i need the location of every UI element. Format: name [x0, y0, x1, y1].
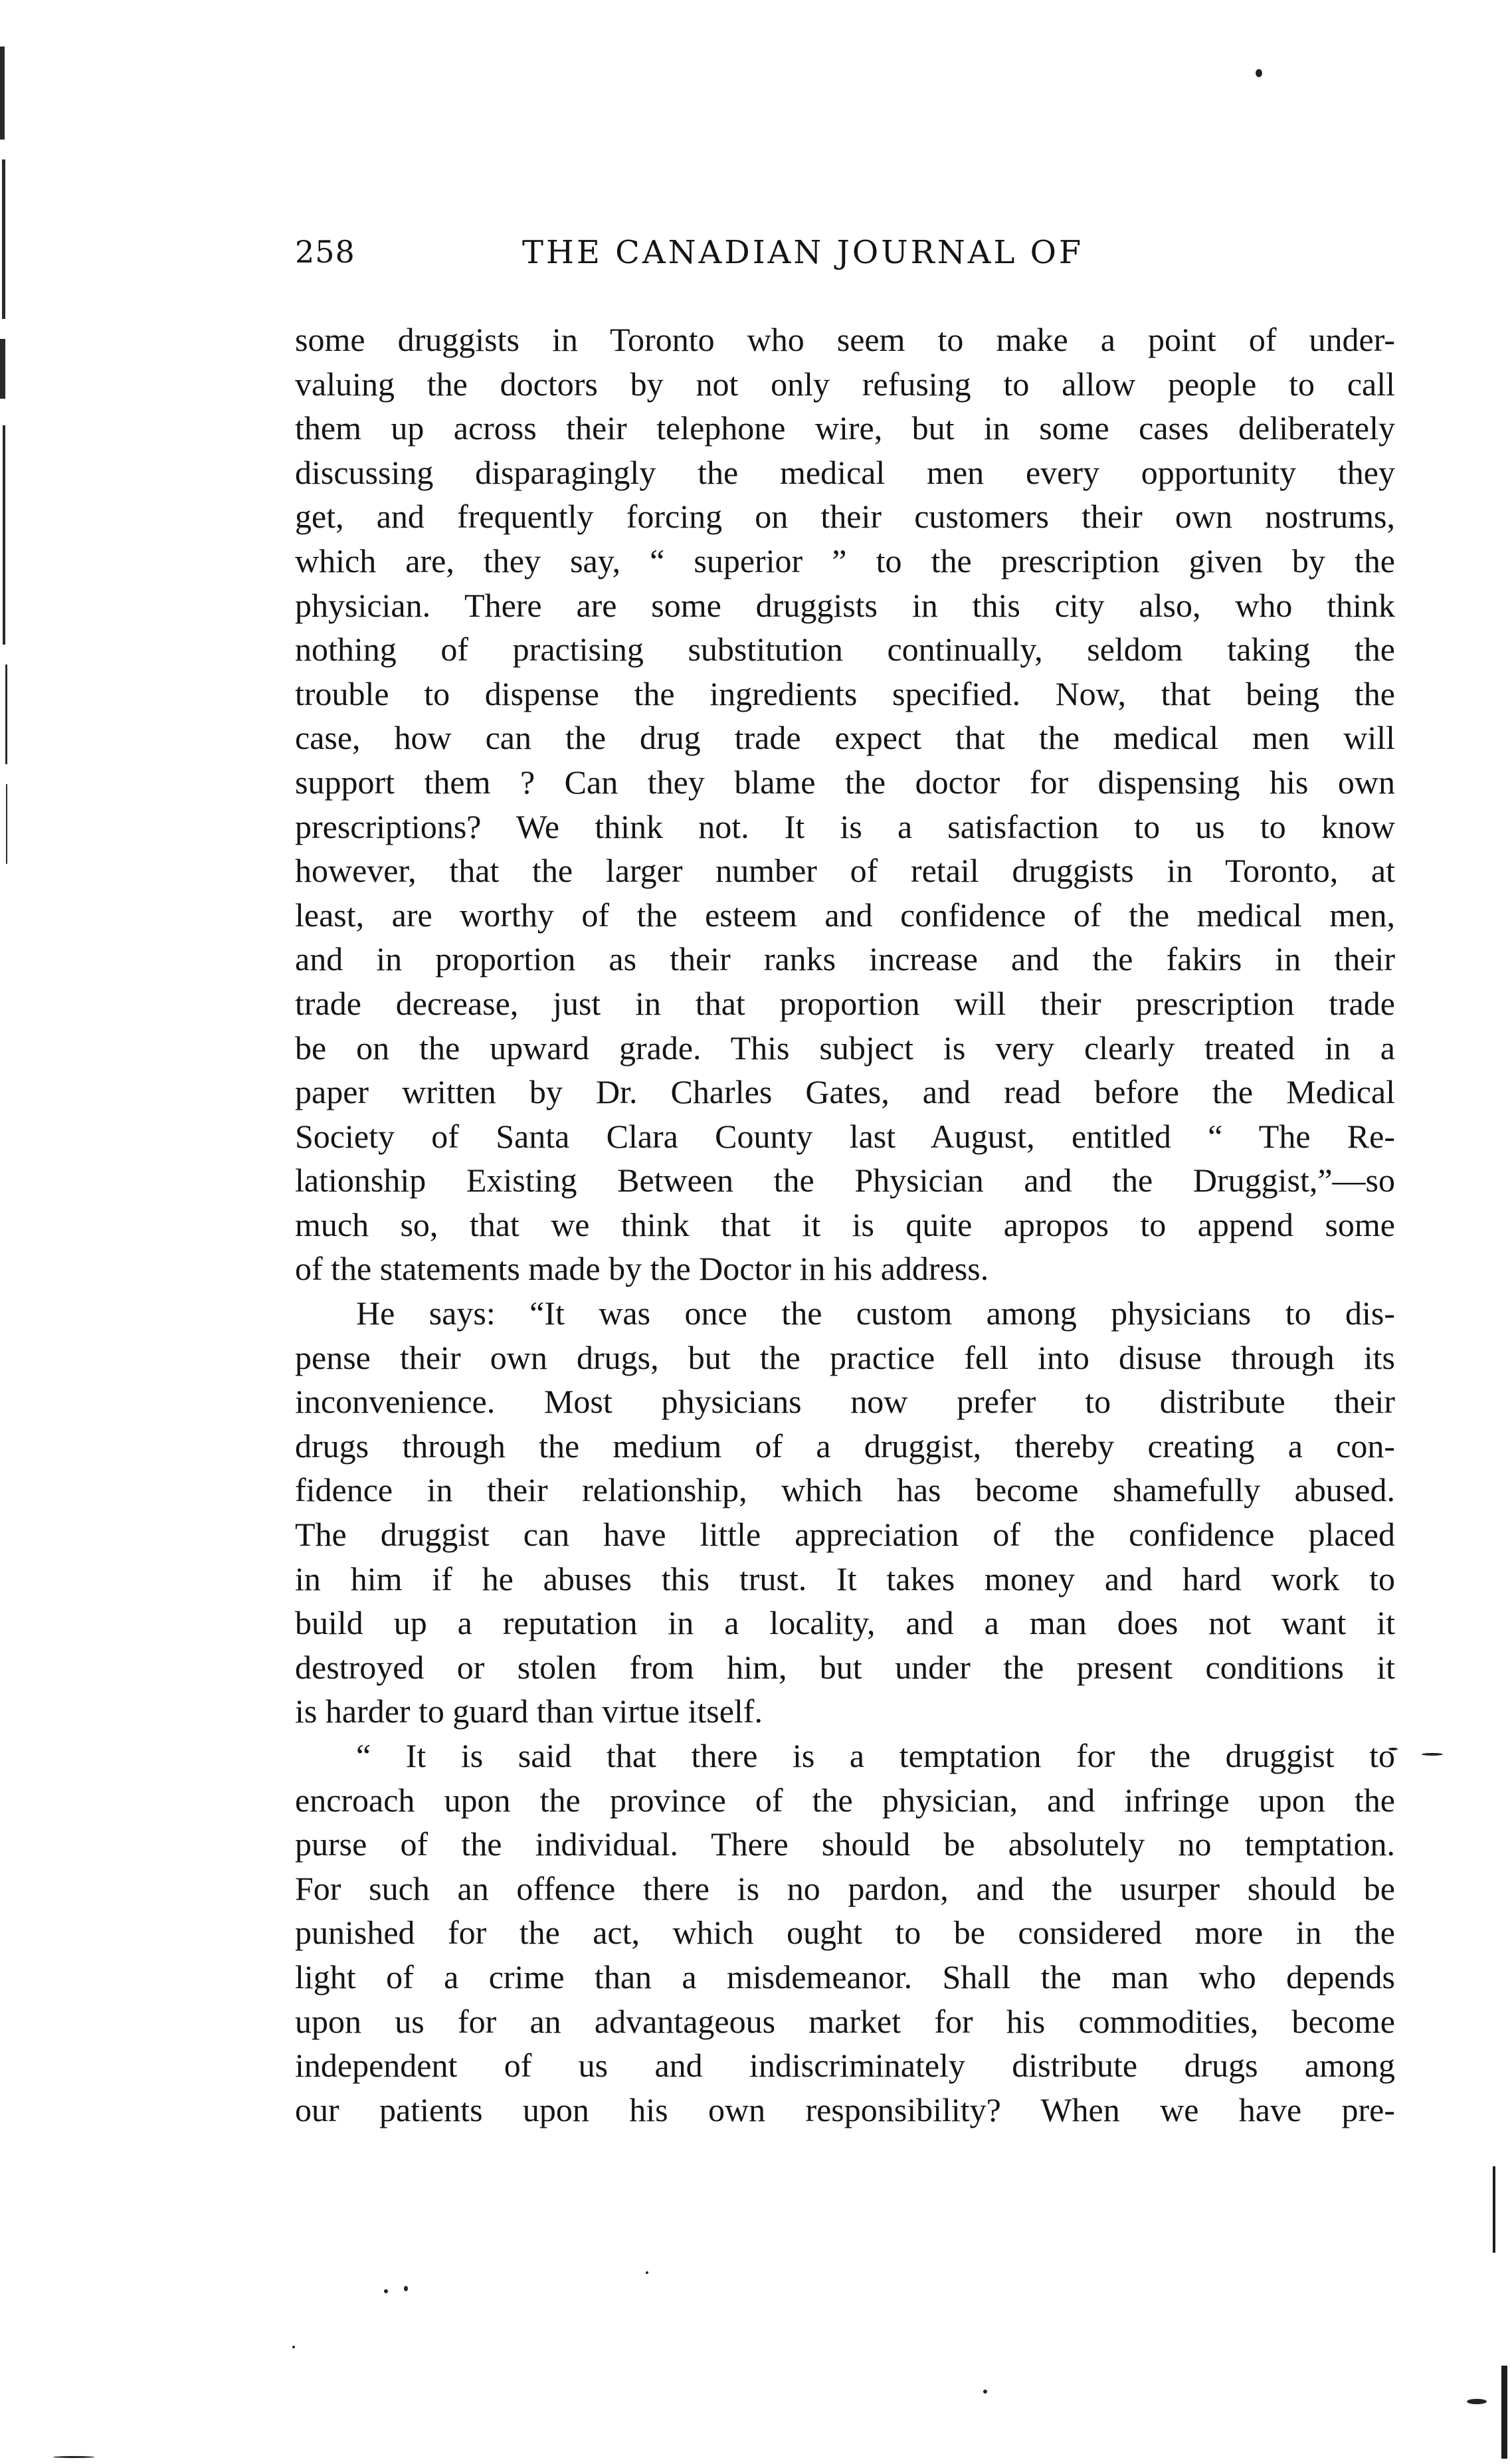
text-line: build up a reputation in a locality, and a man does not want it [295, 1604, 1395, 1642]
text-line: case, how can the drug trade expect that the medical men will [295, 719, 1395, 757]
text-line: The druggist can have little appreciation of the confidence placed [295, 1516, 1395, 1554]
page-number: 258 [295, 234, 355, 270]
text-line: upon us for an advantageous market for his commodities, become [295, 2002, 1395, 2040]
text-line: them up across their telephone wire, but in some cases deliberately [295, 409, 1395, 447]
text-line: He says: “It was once the custom among physicians to dis- [356, 1294, 1395, 1332]
text-line: For such an offence there is no pardon, and the usurper should be [295, 1869, 1395, 1907]
text-line: Society of Santa Clara County last August, entitled “ The Re- [295, 1117, 1395, 1155]
running-title: THE CANADIAN JOURNAL OF [522, 234, 1084, 271]
text-line: discussing disparagingly the medical men every opportunity they [295, 453, 1395, 491]
text-line: get, and frequently forcing on their customers their own nostrums, [295, 498, 1395, 536]
text-line: prescriptions? We think not. It is a satisfaction to us to know [295, 807, 1395, 845]
scan-speck [292, 2346, 295, 2348]
text-line: purse of the individual. There should be absolutely no temptation. [295, 1825, 1395, 1863]
text-line: nothing of practising substitution continually, seldom taking the [295, 631, 1395, 668]
text-line: some druggists in Toronto who seem to make a point of under- [295, 321, 1395, 358]
text-line: paper written by Dr. Charles Gates, and read before the Medical [295, 1073, 1395, 1111]
scan-speck [384, 2289, 388, 2293]
scan-speck [983, 2390, 987, 2394]
right-edge-artifact [1493, 2166, 1495, 2253]
text-line: independent of us and indiscriminately distribute drugs among [295, 2047, 1395, 2085]
binding-edge-artifact [0, 27, 41, 884]
right-edge-artifact [1501, 2366, 1507, 2459]
text-line: pense their own drugs, but the practice fell into disuse through its [295, 1338, 1395, 1376]
text-line: and in proportion as their ranks increase and the fakirs in their [295, 940, 1395, 978]
text-line: support them ? Can they blame the doctor for dispensing his own [295, 763, 1395, 801]
scan-speck [1467, 2399, 1487, 2404]
scan-speck [1422, 1753, 1443, 1756]
text-line: light of a crime than a misdemeanor. Shall the man who depends [295, 1958, 1395, 1996]
text-line: trouble to dispense the ingredients specified. Now, that being the [295, 674, 1395, 712]
text-line: punished for the act, which ought to be considered more in the [295, 1914, 1395, 1952]
text-line: least, are worthy of the esteem and confidence of the medical men, [295, 896, 1395, 934]
text-line: trade decrease, just in that proportion will their prescription trade [295, 984, 1395, 1022]
text-line: destroyed or stolen from him, but under the present conditions it [295, 1648, 1395, 1686]
text-line: physician. There are some druggists in this city also, who think [295, 586, 1395, 624]
text-line: be on the upward grade. This subject is very clearly treated in a [295, 1029, 1395, 1067]
text-line: lationship Existing Between the Physician and the Druggist,”—so [295, 1162, 1395, 1199]
text-line: “ It is said that there is a temptation for the druggist to [356, 1737, 1395, 1774]
text-line: however, that the larger number of retail druggists in Toronto, at [295, 852, 1395, 890]
scan-speck [404, 2286, 408, 2291]
text-line: our patients upon his own responsibility? When we have pre- [295, 2091, 1395, 2128]
text-line: valuing the doctors by not only refusing to allow people to call [295, 365, 1395, 403]
text-line: drugs through the medium of a druggist, thereby creating a con- [295, 1427, 1395, 1465]
article-body [295, 318, 1395, 2132]
text-line: of the statements made by the Doctor in his address. [295, 1250, 989, 1288]
text-line: fidence in their relationship, which has become shamefully abused. [295, 1471, 1395, 1509]
scan-speck [1256, 69, 1262, 77]
text-line: in him if he abuses this trust. It takes money and hard work to [295, 1560, 1395, 1597]
running-header [295, 234, 1398, 280]
text-line: is harder to guard than virtue itself. [295, 1693, 763, 1730]
text-line: encroach upon the province of the physician, and infringe upon the [295, 1781, 1395, 1819]
text-line: which are, they say, “ superior ” to the prescription given by the [295, 542, 1395, 579]
text-line: much so, that we think that it is quite apropos to append some [295, 1205, 1395, 1243]
text-line: inconvenience. Most physicians now prefer to distribute their [295, 1383, 1395, 1421]
scan-speck [53, 2456, 94, 2458]
scan-speck [646, 2271, 648, 2274]
